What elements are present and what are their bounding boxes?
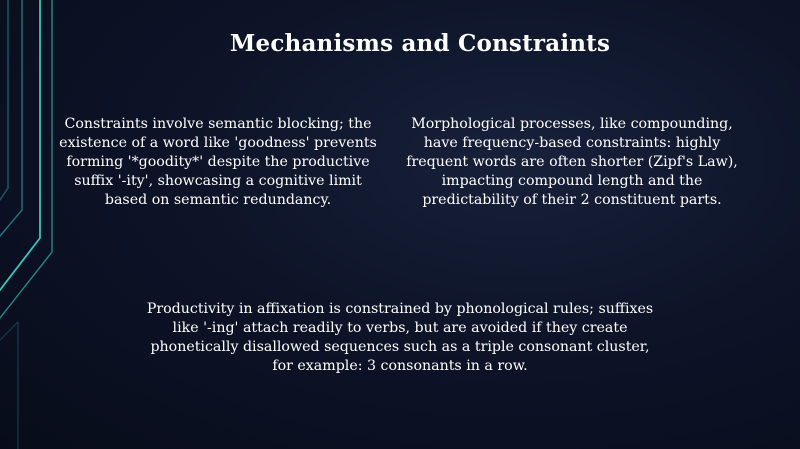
paragraph-semantic-blocking: Constraints involve semantic blocking; the existence of a word like 'goodness' prevents forming '*goodity*' despite the productive suffix '-ity', showcasing a cognitive limit based on semantic redundancy. xyxy=(59,116,377,208)
slide-title: Mechanisms and Constraints xyxy=(229,30,611,57)
decor-line-1 xyxy=(0,0,8,200)
decor-line-4 xyxy=(0,0,52,318)
decor-line-3 xyxy=(0,0,40,290)
paragraph-phonological-constraints: Productivity in affixation is constrained by phonological rules; suffixes like '-ing' attach readily to verbs, but are avoided if they create phonetically disallowed sequences such as a triple consonant cluster, for example: 3 consonants in a row. xyxy=(146,301,654,374)
decor-line-2 xyxy=(0,0,22,236)
paragraph-frequency-constraints: Morphological processes, like compounding, have frequency-based constraints: highly frequent words are often shorter (Zipf's Law), impacting compound length and the predictability of their 2 constituent parts. xyxy=(406,116,738,208)
decor-line-5 xyxy=(0,322,18,449)
